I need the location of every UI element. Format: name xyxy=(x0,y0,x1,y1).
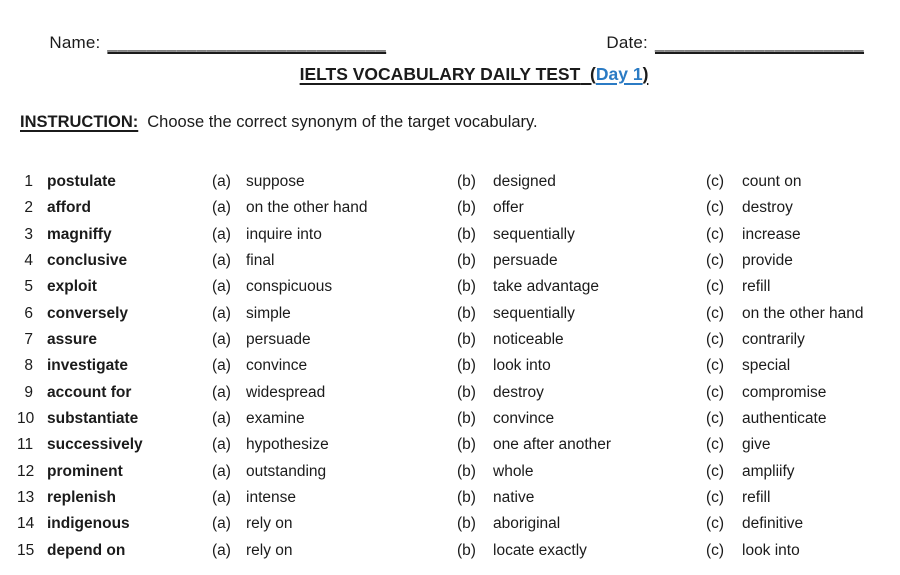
option-b-text: destroy xyxy=(493,383,544,401)
option-c-label: (c) xyxy=(706,515,725,533)
option-c-text: refill xyxy=(742,278,771,296)
quiz-table xyxy=(17,169,900,564)
option-a-label: (a) xyxy=(212,462,231,480)
option-c-text: look into xyxy=(742,541,800,559)
quiz-row xyxy=(17,327,900,353)
instruction-text: Choose the correct synonym of the target vocabulary. xyxy=(147,113,538,131)
target-word: assure xyxy=(47,331,97,349)
option-b-label: (b) xyxy=(457,383,476,401)
option-b-text: take advantage xyxy=(493,278,600,296)
target-word: depend on xyxy=(47,541,126,559)
target-word: substantiate xyxy=(47,410,139,428)
option-a-text: rely on xyxy=(246,541,293,559)
option-b-text: designed xyxy=(493,173,556,190)
option-a-label: (a) xyxy=(212,173,231,190)
question-number: 10 xyxy=(17,410,35,428)
option-b-label: (b) xyxy=(457,436,476,454)
target-word: replenish xyxy=(47,489,116,507)
option-b-label: (b) xyxy=(457,357,476,375)
option-a-text: hypothesize xyxy=(246,436,329,454)
target-word: conclusive xyxy=(47,252,128,270)
option-b-text: persuade xyxy=(493,252,558,270)
option-a-label: (a) xyxy=(212,489,231,507)
page-title xyxy=(0,62,900,86)
date-blank-line: _____________________ xyxy=(654,33,865,52)
question-number: 15 xyxy=(17,541,35,559)
option-c-label: (c) xyxy=(706,541,725,559)
quiz-row xyxy=(17,511,900,537)
option-a-text: persuade xyxy=(246,331,311,349)
quiz-row xyxy=(17,248,900,274)
option-b-label: (b) xyxy=(457,252,476,270)
quiz-row xyxy=(17,406,900,432)
target-word: conversely xyxy=(47,304,128,322)
quiz-row xyxy=(17,432,900,458)
option-a-text: simple xyxy=(246,304,291,322)
target-word: account for xyxy=(47,383,132,401)
option-b-label: (b) xyxy=(457,173,476,190)
option-c-label: (c) xyxy=(706,173,725,190)
target-word: exploit xyxy=(47,278,97,296)
date-label: Date: xyxy=(606,33,648,52)
option-a-label: (a) xyxy=(212,304,231,322)
option-a-label: (a) xyxy=(212,357,231,375)
option-c-text: give xyxy=(742,436,771,454)
quiz-row xyxy=(17,301,900,327)
option-a-text: outstanding xyxy=(246,462,327,480)
option-a-label: (a) xyxy=(212,383,231,401)
option-c-text: ampliify xyxy=(742,462,795,480)
option-b-text: one after another xyxy=(493,436,612,454)
question-number: 9 xyxy=(24,383,33,401)
option-b-text: offer xyxy=(493,199,524,217)
option-b-label: (b) xyxy=(457,199,476,217)
option-c-text: refill xyxy=(742,489,771,507)
option-a-label: (a) xyxy=(212,252,231,270)
quiz-row xyxy=(17,459,900,485)
option-a-label: (a) xyxy=(212,410,231,428)
option-c-label: (c) xyxy=(706,462,725,480)
option-a-label: (a) xyxy=(212,278,231,296)
option-b-text: sequentially xyxy=(493,225,575,243)
option-b-label: (b) xyxy=(457,489,476,507)
option-c-label: (c) xyxy=(706,489,725,507)
option-a-label: (a) xyxy=(212,225,231,243)
option-a-label: (a) xyxy=(212,331,231,349)
option-b-text: convince xyxy=(493,410,555,428)
question-number: 5 xyxy=(24,278,33,296)
option-c-text: count on xyxy=(742,173,802,190)
option-b-label: (b) xyxy=(457,278,476,296)
option-b-text: aboriginal xyxy=(493,515,561,533)
option-c-text: increase xyxy=(742,225,801,243)
target-word: investigate xyxy=(47,357,128,375)
question-number: 14 xyxy=(17,515,35,533)
option-a-text: inquire into xyxy=(246,225,322,243)
option-b-label: (b) xyxy=(457,410,476,428)
option-a-text: suppose xyxy=(246,173,305,190)
option-a-text: intense xyxy=(246,489,296,507)
option-a-text: rely on xyxy=(246,515,293,533)
target-word: successively xyxy=(47,436,143,454)
option-c-text: destroy xyxy=(742,199,793,217)
quiz-row xyxy=(17,274,900,300)
option-c-label: (c) xyxy=(706,278,725,296)
option-b-label: (b) xyxy=(457,304,476,322)
quiz-row xyxy=(17,222,900,248)
option-c-label: (c) xyxy=(706,304,725,322)
target-word: afford xyxy=(47,199,91,217)
option-b-text: native xyxy=(493,489,535,507)
quiz-row xyxy=(17,169,900,195)
option-b-label: (b) xyxy=(457,462,476,480)
question-number: 12 xyxy=(17,462,35,480)
header-row xyxy=(0,13,900,52)
question-number: 2 xyxy=(24,199,33,217)
option-c-text: compromise xyxy=(742,383,827,401)
option-b-label: (b) xyxy=(457,541,476,559)
option-c-text: special xyxy=(742,357,791,375)
option-c-label: (c) xyxy=(706,357,725,375)
option-b-label: (b) xyxy=(457,225,476,243)
option-b-text: whole xyxy=(493,462,534,480)
option-a-text: examine xyxy=(246,410,305,428)
question-number: 6 xyxy=(24,304,33,322)
option-b-text: noticeable xyxy=(493,331,564,349)
target-word: postulate xyxy=(47,173,116,190)
target-word: magniffy xyxy=(47,225,112,243)
quiz-row xyxy=(17,538,900,564)
instruction-label: INSTRUCTION: xyxy=(20,113,139,131)
option-a-text: widespread xyxy=(246,383,326,401)
target-word: indigenous xyxy=(47,515,130,533)
title-day-link[interactable]: Day 1 xyxy=(595,64,643,84)
option-c-text: provide xyxy=(742,252,793,270)
option-c-label: (c) xyxy=(706,410,725,428)
option-c-label: (c) xyxy=(706,331,725,349)
name-label: Name: xyxy=(49,33,101,52)
title-main-text: IELTS VOCABULARY DAILY TEST xyxy=(299,64,581,84)
option-a-label: (a) xyxy=(212,436,231,454)
option-c-label: (c) xyxy=(706,252,725,270)
option-c-text: definitive xyxy=(742,515,804,533)
option-c-label: (c) xyxy=(706,199,725,217)
option-a-text: conspicuous xyxy=(246,278,333,296)
option-c-label: (c) xyxy=(706,436,725,454)
quiz-row xyxy=(17,485,900,511)
option-a-label: (a) xyxy=(212,515,231,533)
question-number: 7 xyxy=(24,331,33,349)
question-number: 4 xyxy=(24,252,33,270)
option-c-text: contrarily xyxy=(742,331,805,349)
title-day-open-paren: ( xyxy=(580,64,596,84)
option-a-text: final xyxy=(246,252,275,270)
option-b-label: (b) xyxy=(457,515,476,533)
quiz-row xyxy=(17,353,900,379)
option-c-text: authenticate xyxy=(742,410,827,428)
target-word: prominent xyxy=(47,462,123,480)
question-number: 8 xyxy=(24,357,33,375)
option-b-text: sequentially xyxy=(493,304,575,322)
quiz-row xyxy=(17,380,900,406)
quiz-row xyxy=(17,195,900,221)
option-a-text: on the other hand xyxy=(246,199,368,217)
option-c-text: on the other hand xyxy=(742,304,864,322)
option-b-text: look into xyxy=(493,357,551,375)
option-b-text: locate exactly xyxy=(493,541,587,559)
option-a-label: (a) xyxy=(212,541,231,559)
question-number: 13 xyxy=(17,489,35,507)
instruction-line xyxy=(20,113,538,132)
question-number: 11 xyxy=(17,436,34,454)
option-c-label: (c) xyxy=(706,383,725,401)
name-blank-line: ____________________________ xyxy=(107,33,387,52)
option-a-label: (a) xyxy=(212,199,231,217)
title-day-close-paren: ) xyxy=(642,64,649,84)
question-number: 1 xyxy=(24,173,33,190)
question-number: 3 xyxy=(24,225,33,243)
option-c-label: (c) xyxy=(706,225,725,243)
option-a-text: convince xyxy=(246,357,308,375)
option-b-label: (b) xyxy=(457,331,476,349)
